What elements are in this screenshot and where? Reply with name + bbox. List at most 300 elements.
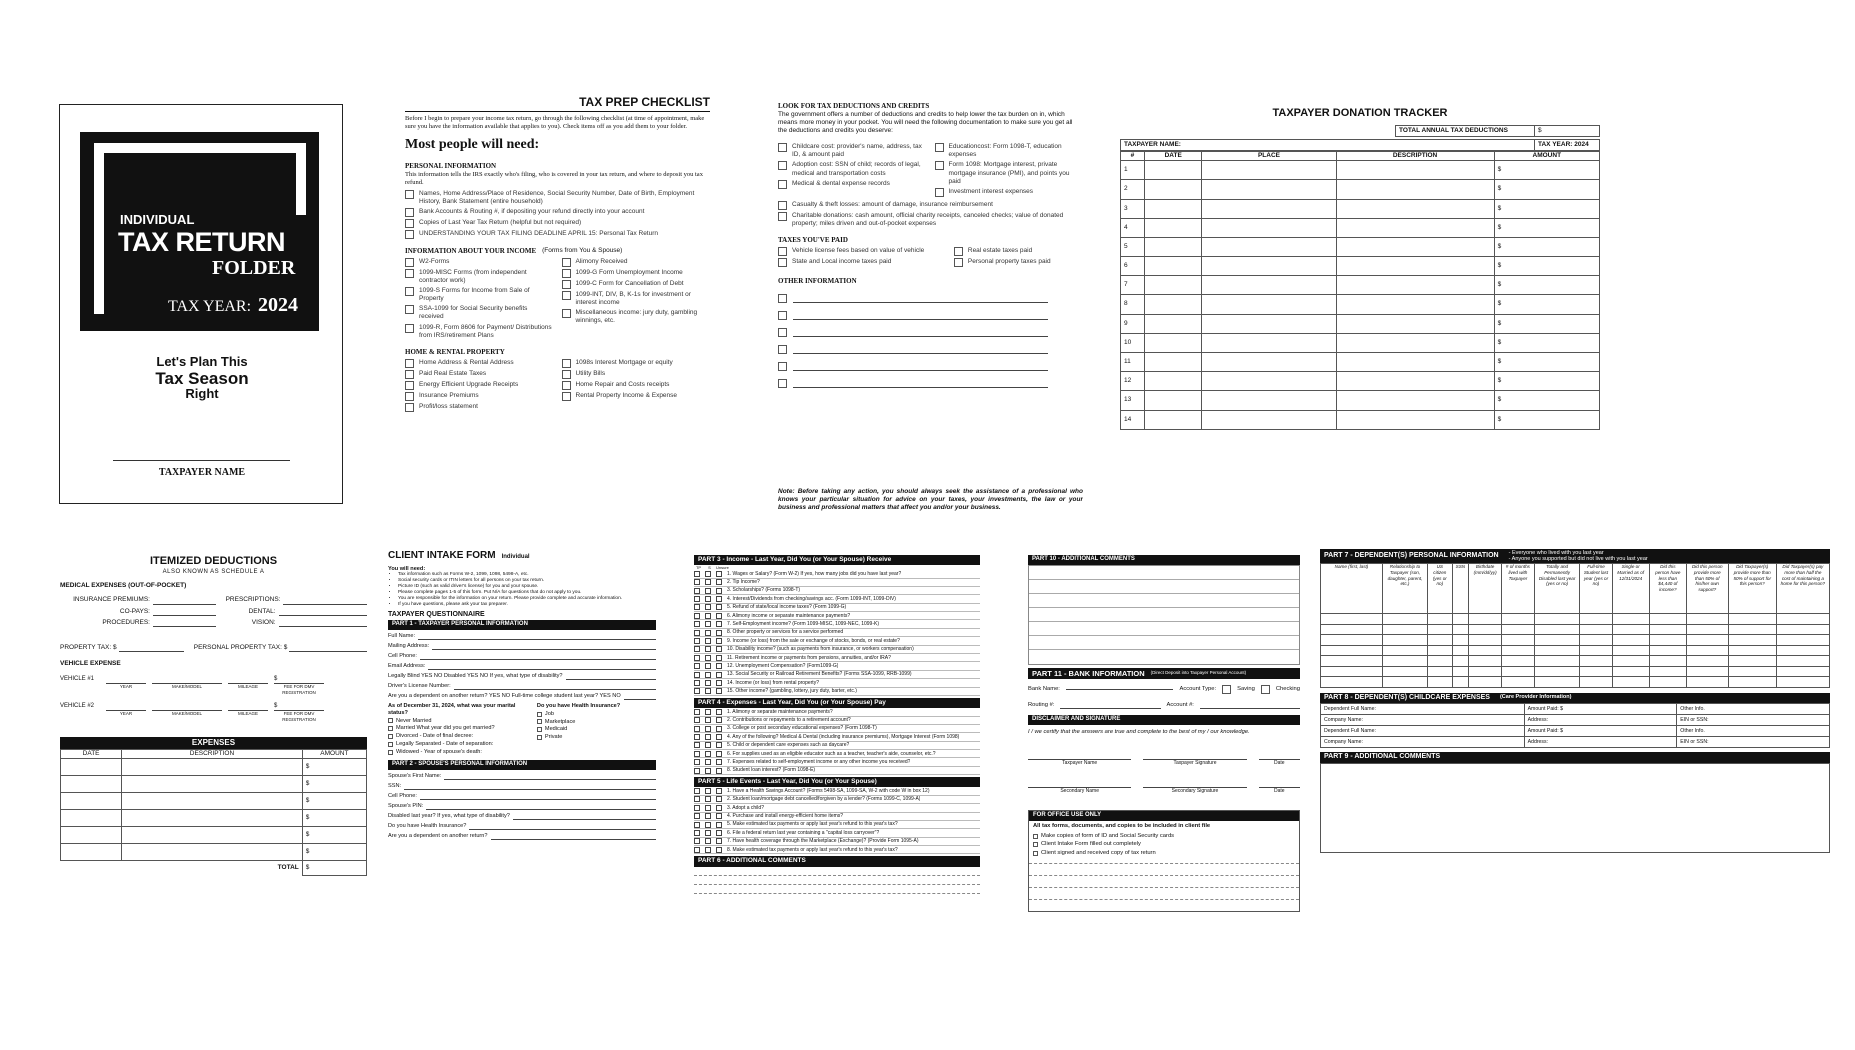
dependent-cell[interactable] xyxy=(1383,635,1428,646)
date-cell[interactable] xyxy=(1144,161,1201,180)
description-cell[interactable] xyxy=(1336,353,1494,372)
checkbox[interactable] xyxy=(405,190,414,199)
date-cell[interactable] xyxy=(61,809,122,826)
dependent-cell[interactable] xyxy=(1469,645,1502,656)
checkbox[interactable] xyxy=(562,309,571,318)
write-line[interactable] xyxy=(153,619,216,627)
answer-checkbox[interactable] xyxy=(694,734,700,740)
answer-checkbox[interactable] xyxy=(694,768,700,774)
answer-checkbox[interactable] xyxy=(694,680,700,686)
dependent-cell[interactable] xyxy=(1612,635,1649,646)
description-cell[interactable] xyxy=(122,758,303,775)
place-cell[interactable] xyxy=(1202,237,1336,256)
write-line[interactable] xyxy=(283,596,367,604)
dependent-cell[interactable] xyxy=(1649,645,1686,656)
place-cell[interactable] xyxy=(1202,314,1336,333)
expense-field[interactable] xyxy=(226,619,367,627)
dependent-cell[interactable] xyxy=(1728,635,1776,646)
checkbox[interactable] xyxy=(1033,842,1038,847)
expense-field[interactable] xyxy=(226,596,367,604)
dependent-cell[interactable] xyxy=(1728,645,1776,656)
form-field[interactable] xyxy=(388,803,656,810)
answer-checkbox[interactable] xyxy=(694,847,700,853)
childcare-cell[interactable]: Other Info. xyxy=(1677,704,1830,715)
checkbox[interactable] xyxy=(778,201,787,210)
place-cell[interactable] xyxy=(1202,391,1336,410)
answer-checkbox[interactable] xyxy=(716,672,722,678)
vehicle-field[interactable] xyxy=(152,703,222,722)
date-cell[interactable] xyxy=(1144,391,1201,410)
total-value[interactable]: $ xyxy=(302,860,366,875)
dependent-cell[interactable] xyxy=(1776,645,1829,656)
dependent-cell[interactable] xyxy=(1612,624,1649,635)
answer-checkbox[interactable] xyxy=(716,717,722,723)
place-cell[interactable] xyxy=(1202,333,1336,352)
dependent-cell[interactable] xyxy=(1502,677,1535,688)
answer-checkbox[interactable] xyxy=(694,604,700,610)
answer-checkbox[interactable] xyxy=(716,838,722,844)
answer-checkbox[interactable] xyxy=(694,588,700,594)
childcare-cell[interactable]: Dependent Full Name: xyxy=(1321,726,1525,737)
description-cell[interactable] xyxy=(1336,295,1494,314)
checkbox[interactable] xyxy=(778,180,787,189)
dependent-cell[interactable] xyxy=(1469,624,1502,635)
dependent-cell[interactable] xyxy=(1686,624,1728,635)
answer-checkbox[interactable] xyxy=(694,571,700,577)
description-cell[interactable] xyxy=(122,775,303,792)
answer-checkbox[interactable] xyxy=(705,805,711,811)
answer-checkbox[interactable] xyxy=(716,751,722,757)
dependent-cell[interactable] xyxy=(1534,614,1580,625)
checkbox[interactable] xyxy=(405,381,414,390)
answer-checkbox[interactable] xyxy=(716,742,722,748)
write-line[interactable] xyxy=(428,663,656,670)
answer-checkbox[interactable] xyxy=(705,680,711,686)
write-line[interactable] xyxy=(153,608,216,616)
dependent-cell[interactable] xyxy=(1427,677,1452,688)
answer-checkbox[interactable] xyxy=(716,646,722,652)
answer-checkbox[interactable] xyxy=(716,588,722,594)
checkbox[interactable] xyxy=(562,392,571,401)
dependent-cell[interactable] xyxy=(1612,645,1649,656)
childcare-cell[interactable]: Amount Paid: $ xyxy=(1524,704,1677,715)
write-line[interactable] xyxy=(420,793,656,800)
answer-checkbox[interactable] xyxy=(716,579,722,585)
childcare-cell[interactable]: Other Info. xyxy=(1677,726,1830,737)
checkbox[interactable] xyxy=(778,362,787,371)
answer-checkbox[interactable] xyxy=(705,709,711,715)
checkbox[interactable] xyxy=(405,403,414,412)
answer-checkbox[interactable] xyxy=(705,672,711,678)
checkbox[interactable] xyxy=(537,719,542,724)
checkbox[interactable] xyxy=(778,311,787,320)
dependent-cell[interactable] xyxy=(1452,677,1468,688)
answer-checkbox[interactable] xyxy=(716,630,722,636)
dependent-cell[interactable] xyxy=(1502,635,1535,646)
property-tax-field[interactable] xyxy=(60,644,184,652)
dependent-cell[interactable] xyxy=(1383,656,1428,667)
vehicle-field[interactable] xyxy=(228,703,268,722)
dependent-cell[interactable] xyxy=(1534,645,1580,656)
answer-checkbox[interactable] xyxy=(694,759,700,765)
signature-field[interactable] xyxy=(1143,754,1246,766)
dependent-cell[interactable] xyxy=(1580,635,1612,646)
answer-checkbox[interactable] xyxy=(694,717,700,723)
answer-checkbox[interactable] xyxy=(694,688,700,694)
answer-checkbox[interactable] xyxy=(716,709,722,715)
answer-checkbox[interactable] xyxy=(705,742,711,748)
answer-checkbox[interactable] xyxy=(716,822,722,828)
dependent-cell[interactable] xyxy=(1383,645,1428,656)
checkbox[interactable] xyxy=(778,258,787,267)
checkbox[interactable] xyxy=(405,324,414,333)
part6-lines[interactable] xyxy=(694,867,980,894)
answer-checkbox[interactable] xyxy=(694,726,700,732)
form-field[interactable] xyxy=(388,793,656,800)
date-cell[interactable] xyxy=(1144,237,1201,256)
dependent-cell[interactable] xyxy=(1321,624,1383,635)
checkbox[interactable] xyxy=(1033,834,1038,839)
dependent-cell[interactable] xyxy=(1776,656,1829,667)
dependent-cell[interactable] xyxy=(1452,635,1468,646)
date-cell[interactable] xyxy=(1144,276,1201,295)
checkbox[interactable] xyxy=(405,370,414,379)
amount-cell[interactable]: $ xyxy=(1494,295,1599,314)
dependent-cell[interactable] xyxy=(1776,677,1829,688)
dependent-cell[interactable] xyxy=(1580,645,1612,656)
place-cell[interactable] xyxy=(1202,257,1336,276)
answer-checkbox[interactable] xyxy=(694,663,700,669)
dependent-cell[interactable] xyxy=(1580,624,1612,635)
dependent-cell[interactable] xyxy=(1580,656,1612,667)
childcare-cell[interactable]: Amount Paid: $ xyxy=(1524,726,1677,737)
other-info-line[interactable] xyxy=(778,303,1048,320)
checkbox[interactable] xyxy=(778,143,787,152)
dependent-cell[interactable] xyxy=(1469,656,1502,667)
checkbox[interactable] xyxy=(405,258,414,267)
checkbox[interactable] xyxy=(562,269,571,278)
answer-checkbox[interactable] xyxy=(694,579,700,585)
answer-checkbox[interactable] xyxy=(694,709,700,715)
form-field[interactable] xyxy=(388,693,656,700)
dependent-cell[interactable] xyxy=(1649,666,1686,677)
dependent-cell[interactable] xyxy=(1452,645,1468,656)
checkbox[interactable] xyxy=(778,247,787,256)
answer-checkbox[interactable] xyxy=(705,813,711,819)
description-cell[interactable] xyxy=(1336,218,1494,237)
dependent-cell[interactable] xyxy=(1580,666,1612,677)
checkbox[interactable] xyxy=(388,718,393,723)
dependent-cell[interactable] xyxy=(1776,624,1829,635)
amount-cell[interactable]: $ xyxy=(1494,391,1599,410)
dependent-cell[interactable] xyxy=(1686,677,1728,688)
amount-cell[interactable]: $ xyxy=(1494,314,1599,333)
checkbox[interactable] xyxy=(388,742,393,747)
place-cell[interactable] xyxy=(1202,161,1336,180)
description-cell[interactable] xyxy=(1336,257,1494,276)
answer-checkbox[interactable] xyxy=(705,726,711,732)
checkbox[interactable] xyxy=(405,208,414,217)
write-line[interactable] xyxy=(420,653,656,660)
answer-checkbox[interactable] xyxy=(694,751,700,757)
place-cell[interactable] xyxy=(1202,199,1336,218)
dependent-cell[interactable] xyxy=(1686,614,1728,625)
dependent-cell[interactable] xyxy=(1321,656,1383,667)
date-cell[interactable] xyxy=(61,826,122,843)
checkbox[interactable] xyxy=(1033,851,1038,856)
write-line[interactable] xyxy=(404,783,656,790)
description-cell[interactable] xyxy=(122,809,303,826)
form-field[interactable] xyxy=(388,633,656,640)
write-line[interactable] xyxy=(152,676,222,684)
answer-checkbox[interactable] xyxy=(705,663,711,669)
place-cell[interactable] xyxy=(1202,295,1336,314)
dependent-cell[interactable] xyxy=(1649,614,1686,625)
checkbox[interactable] xyxy=(388,750,393,755)
write-line[interactable] xyxy=(228,703,268,711)
checkbox[interactable] xyxy=(562,258,571,267)
signature-field[interactable] xyxy=(1028,754,1131,766)
description-cell[interactable] xyxy=(1336,410,1494,429)
answer-checkbox[interactable] xyxy=(705,596,711,602)
dependent-cell[interactable] xyxy=(1383,614,1428,625)
write-line[interactable] xyxy=(624,693,656,700)
write-line[interactable] xyxy=(153,596,216,604)
childcare-cell[interactable]: EIN or SSN: xyxy=(1677,737,1830,748)
date-cell[interactable] xyxy=(1144,353,1201,372)
checkbox[interactable] xyxy=(935,161,944,170)
dependent-cell[interactable] xyxy=(1534,666,1580,677)
amount-cell[interactable]: $ xyxy=(1494,180,1599,199)
answer-checkbox[interactable] xyxy=(705,613,711,619)
date-cell[interactable] xyxy=(1144,333,1201,352)
dependent-cell[interactable] xyxy=(1728,614,1776,625)
answer-checkbox[interactable] xyxy=(694,838,700,844)
form-field[interactable] xyxy=(388,813,656,820)
amount-cell[interactable]: $ xyxy=(1494,410,1599,429)
dependent-cell[interactable] xyxy=(1534,677,1580,688)
description-cell[interactable] xyxy=(1336,276,1494,295)
date-cell[interactable] xyxy=(61,792,122,809)
dependent-cell[interactable] xyxy=(1469,666,1502,677)
checkbox[interactable] xyxy=(778,161,787,170)
dependent-cell[interactable] xyxy=(1469,614,1502,625)
answer-checkbox[interactable] xyxy=(705,655,711,661)
checkbox[interactable] xyxy=(562,280,571,289)
expense-field[interactable] xyxy=(60,608,216,616)
answer-checkbox[interactable] xyxy=(694,813,700,819)
bank-name-field[interactable] xyxy=(1066,689,1174,690)
dependent-cell[interactable] xyxy=(1427,635,1452,646)
checkbox[interactable] xyxy=(778,212,787,221)
childcare-cell[interactable]: Dependent Full Name: xyxy=(1321,704,1525,715)
write-line[interactable] xyxy=(469,823,656,830)
dependent-cell[interactable] xyxy=(1452,656,1468,667)
answer-checkbox[interactable] xyxy=(705,830,711,836)
answer-checkbox[interactable] xyxy=(705,571,711,577)
write-line[interactable] xyxy=(566,673,656,680)
vehicle-field[interactable] xyxy=(106,703,146,722)
write-line[interactable] xyxy=(444,773,656,780)
dependent-cell[interactable] xyxy=(1580,677,1612,688)
date-cell[interactable] xyxy=(1144,295,1201,314)
dependent-cell[interactable] xyxy=(1502,656,1535,667)
description-cell[interactable] xyxy=(122,792,303,809)
amount-cell[interactable]: $ xyxy=(302,826,366,843)
answer-checkbox[interactable] xyxy=(694,638,700,644)
dependent-cell[interactable] xyxy=(1686,645,1728,656)
answer-checkbox[interactable] xyxy=(694,742,700,748)
other-info-line[interactable] xyxy=(778,337,1048,354)
childcare-cell[interactable]: EIN or SSN: xyxy=(1677,715,1830,726)
write-line[interactable] xyxy=(454,683,656,690)
amount-cell[interactable]: $ xyxy=(1494,276,1599,295)
dependent-cell[interactable] xyxy=(1502,645,1535,656)
dependent-cell[interactable] xyxy=(1612,666,1649,677)
form-field[interactable] xyxy=(388,653,656,660)
other-info-line[interactable] xyxy=(778,354,1048,371)
dependent-cell[interactable] xyxy=(1502,666,1535,677)
checkbox[interactable] xyxy=(388,726,393,731)
checkbox[interactable] xyxy=(935,143,944,152)
answer-checkbox[interactable] xyxy=(716,830,722,836)
date-cell[interactable] xyxy=(1144,314,1201,333)
answer-checkbox[interactable] xyxy=(705,734,711,740)
childcare-cell[interactable]: Address: xyxy=(1524,737,1677,748)
answer-checkbox[interactable] xyxy=(716,726,722,732)
amount-cell[interactable]: $ xyxy=(1494,257,1599,276)
dependent-cell[interactable] xyxy=(1649,624,1686,635)
dependent-cell[interactable] xyxy=(1427,624,1452,635)
date-cell[interactable] xyxy=(1144,372,1201,391)
dependent-cell[interactable] xyxy=(1321,614,1383,625)
other-info-line[interactable] xyxy=(778,371,1048,388)
answer-checkbox[interactable] xyxy=(716,688,722,694)
answer-checkbox[interactable] xyxy=(716,847,722,853)
checkbox[interactable] xyxy=(778,379,787,388)
answer-checkbox[interactable] xyxy=(716,805,722,811)
write-line[interactable] xyxy=(793,370,1048,371)
dependent-cell[interactable] xyxy=(1321,666,1383,677)
write-line[interactable] xyxy=(793,319,1048,320)
checkbox[interactable] xyxy=(537,735,542,740)
dependent-cell[interactable] xyxy=(1427,645,1452,656)
answer-checkbox[interactable] xyxy=(705,717,711,723)
dependent-cell[interactable] xyxy=(1534,624,1580,635)
childcare-cell[interactable]: Address: xyxy=(1524,715,1677,726)
dependent-cell[interactable] xyxy=(1383,624,1428,635)
vehicle-field[interactable] xyxy=(274,703,324,722)
amount-cell[interactable]: $ xyxy=(302,843,366,860)
checkbox[interactable] xyxy=(954,258,963,267)
write-line[interactable] xyxy=(228,676,268,684)
answer-checkbox[interactable] xyxy=(705,768,711,774)
dependent-cell[interactable] xyxy=(1427,614,1452,625)
checkbox[interactable] xyxy=(405,392,414,401)
form-field[interactable] xyxy=(388,773,656,780)
signature-field[interactable] xyxy=(1259,782,1300,794)
signature-field[interactable] xyxy=(1143,782,1246,794)
answer-checkbox[interactable] xyxy=(716,813,722,819)
answer-checkbox[interactable] xyxy=(694,630,700,636)
amount-cell[interactable]: $ xyxy=(1494,353,1599,372)
dependent-cell[interactable] xyxy=(1534,635,1580,646)
write-line[interactable] xyxy=(432,643,656,650)
vehicle-field[interactable] xyxy=(106,676,146,695)
answer-checkbox[interactable] xyxy=(694,646,700,652)
write-line[interactable] xyxy=(279,608,367,616)
checkbox[interactable] xyxy=(405,230,414,239)
answer-checkbox[interactable] xyxy=(705,588,711,594)
write-line[interactable]: $ xyxy=(274,703,324,711)
description-cell[interactable] xyxy=(1336,314,1494,333)
write-line[interactable] xyxy=(279,619,367,627)
answer-checkbox[interactable] xyxy=(716,613,722,619)
dependent-cell[interactable] xyxy=(1776,666,1829,677)
answer-checkbox[interactable] xyxy=(694,596,700,602)
write-line[interactable] xyxy=(793,387,1048,388)
amount-cell[interactable]: $ xyxy=(1494,372,1599,391)
checkbox[interactable] xyxy=(778,294,787,303)
dependent-cell[interactable] xyxy=(1686,666,1728,677)
amount-cell[interactable]: $ xyxy=(302,809,366,826)
write-line[interactable]: $ xyxy=(274,676,324,684)
answer-checkbox[interactable] xyxy=(694,822,700,828)
answer-checkbox[interactable] xyxy=(716,663,722,669)
amount-cell[interactable]: $ xyxy=(302,758,366,775)
answer-checkbox[interactable] xyxy=(705,621,711,627)
amount-cell[interactable]: $ xyxy=(1494,237,1599,256)
dependent-cell[interactable] xyxy=(1776,635,1829,646)
answer-checkbox[interactable] xyxy=(694,621,700,627)
answer-checkbox[interactable] xyxy=(705,579,711,585)
answer-checkbox[interactable] xyxy=(705,630,711,636)
form-field[interactable] xyxy=(388,833,656,840)
answer-checkbox[interactable] xyxy=(716,796,722,802)
childcare-cell[interactable]: Company Name: xyxy=(1321,715,1525,726)
write-line[interactable] xyxy=(106,703,146,711)
dependent-cell[interactable] xyxy=(1321,677,1383,688)
dependent-cell[interactable] xyxy=(1452,666,1468,677)
amount-cell[interactable]: $ xyxy=(1494,333,1599,352)
answer-checkbox[interactable] xyxy=(716,680,722,686)
vehicle-field[interactable] xyxy=(152,676,222,695)
answer-checkbox[interactable] xyxy=(705,646,711,652)
dependent-cell[interactable] xyxy=(1469,635,1502,646)
dependent-cell[interactable] xyxy=(1686,656,1728,667)
dependent-cell[interactable] xyxy=(1427,656,1452,667)
date-cell[interactable] xyxy=(1144,199,1201,218)
form-field[interactable] xyxy=(388,783,656,790)
place-cell[interactable] xyxy=(1202,372,1336,391)
dependent-cell[interactable] xyxy=(1612,656,1649,667)
answer-checkbox[interactable] xyxy=(705,796,711,802)
dependent-cell[interactable] xyxy=(1728,656,1776,667)
other-info-line[interactable] xyxy=(778,320,1048,337)
checkbox[interactable] xyxy=(562,370,571,379)
dependent-cell[interactable] xyxy=(1502,614,1535,625)
answer-checkbox[interactable] xyxy=(705,847,711,853)
expense-field[interactable] xyxy=(60,596,216,604)
answer-checkbox[interactable] xyxy=(716,788,722,794)
write-line[interactable] xyxy=(793,302,1048,303)
dependent-cell[interactable] xyxy=(1612,677,1649,688)
checkbox[interactable] xyxy=(954,247,963,256)
answer-checkbox[interactable] xyxy=(705,604,711,610)
answer-checkbox[interactable] xyxy=(694,805,700,811)
other-info-line[interactable] xyxy=(778,286,1048,303)
expense-field[interactable] xyxy=(60,619,216,627)
